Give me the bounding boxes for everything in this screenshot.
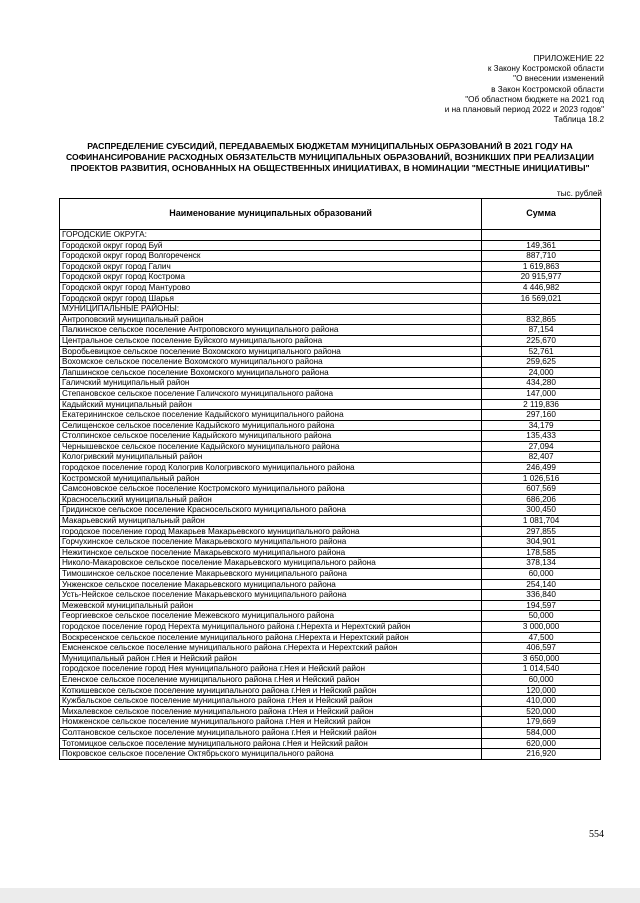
row-sum: 1 014,540: [482, 664, 601, 675]
row-sum: 1 619,863: [482, 261, 601, 272]
row-sum: 24,000: [482, 367, 601, 378]
column-header-sum: Сумма: [482, 199, 601, 230]
table-row: [60, 643, 601, 654]
row-sum: 20 915,977: [482, 272, 601, 283]
row-sum: 246,499: [482, 463, 601, 474]
header-line: в Закон Костромской области: [491, 84, 604, 94]
table-row: [60, 505, 601, 516]
table-header-row: [60, 199, 601, 230]
page-number: 554: [589, 829, 604, 840]
row-sum: 406,597: [482, 643, 601, 654]
table-row: [60, 537, 601, 548]
row-name: Антроповский муниципальный район: [60, 314, 482, 325]
row-sum: 52,761: [482, 346, 601, 357]
table-row: [60, 558, 601, 569]
row-sum: 832,865: [482, 314, 601, 325]
row-name: Макарьевский муниципальный район: [60, 516, 482, 527]
row-name: МУНИЦИПАЛЬНЫЕ РАЙОНЫ:: [60, 304, 482, 315]
row-name: Горчухинское сельское поселение Макарьевского муниципального района: [60, 537, 482, 548]
row-name: Галичский муниципальный район: [60, 378, 482, 389]
row-name: Георгиевское сельское поселение Межевского муниципального района: [60, 611, 482, 622]
table-row: [60, 611, 601, 622]
row-sum: 4 446,982: [482, 282, 601, 293]
row-name: Николо-Макаровское сельское поселение Макарьевского муниципального района: [60, 558, 482, 569]
table-row: [60, 261, 601, 272]
row-sum: 434,280: [482, 378, 601, 389]
row-name: Номженское сельское поселение муниципального района г.Нея и Нейский район: [60, 717, 482, 728]
row-name: Городской округ город Буй: [60, 240, 482, 251]
row-name: Кужбальское сельское поселение муниципального района г.Нея и Нейский район: [60, 696, 482, 707]
table-row: [60, 484, 601, 495]
row-sum: 194,597: [482, 600, 601, 611]
row-sum: 254,140: [482, 579, 601, 590]
table-row: [60, 664, 601, 675]
row-name: Центральное сельское поселение Буйского муниципального района: [60, 335, 482, 346]
table-row: [60, 727, 601, 738]
row-sum: 120,000: [482, 685, 601, 696]
row-sum: 3 000,000: [482, 621, 601, 632]
table-row: [60, 516, 601, 527]
row-sum: [482, 304, 601, 315]
row-name: Столпинское сельское поселение Кадыйского муниципального района: [60, 431, 482, 442]
row-name: Степановское сельское поселение Галичского муниципального района: [60, 388, 482, 399]
row-name: Вохомское сельское поселение Вохомского муниципального района: [60, 357, 482, 368]
table-row: [60, 706, 601, 717]
row-sum: 686,206: [482, 494, 601, 505]
row-name: Нежитинское сельское поселение Макарьевского муниципального района: [60, 547, 482, 558]
table-row: [60, 251, 601, 262]
table-row: [60, 272, 601, 283]
table-row: [60, 463, 601, 474]
table-row: [60, 240, 601, 251]
row-name: Емсненское сельское поселение муниципального района г.Нерехта и Нерехтский район: [60, 643, 482, 654]
row-name: городское поселение город Нерехта муниципального района г.Нерехта и Нерехтский район: [60, 621, 482, 632]
row-sum: 135,433: [482, 431, 601, 442]
row-sum: 520,000: [482, 706, 601, 717]
row-sum: 34,179: [482, 420, 601, 431]
table-row: [60, 653, 601, 664]
row-sum: 620,000: [482, 738, 601, 749]
header-line: "О внесении изменений: [513, 74, 604, 84]
row-sum: 378,134: [482, 558, 601, 569]
row-name: Самсоновское сельское поселение Костромского муниципального района: [60, 484, 482, 495]
table-row: [60, 431, 601, 442]
table-row: [60, 314, 601, 325]
table-row: [60, 357, 601, 368]
table-row: [60, 494, 601, 505]
table-row: [60, 304, 601, 315]
table-row: [60, 230, 601, 241]
row-sum: 225,670: [482, 335, 601, 346]
row-name: Покровское сельское поселение Октябрьского муниципального района: [60, 749, 482, 760]
table-row: [60, 399, 601, 410]
row-name: Гридинское сельское поселение Красносельского муниципального района: [60, 505, 482, 516]
header-line: Таблица 18.2: [553, 115, 604, 125]
row-sum: 87,154: [482, 325, 601, 336]
row-name: ГОРОДСКИЕ ОКРУГА:: [60, 230, 482, 241]
row-sum: 27,094: [482, 441, 601, 452]
header-line: ПРИЛОЖЕНИЕ 22: [533, 54, 604, 63]
row-sum: 60,000: [482, 674, 601, 685]
column-header-name: Наименование муниципальных образований: [60, 199, 482, 230]
table-row: [60, 749, 601, 760]
table-row: [60, 526, 601, 537]
table-row: [60, 473, 601, 484]
table-row: [60, 388, 601, 399]
row-sum: [482, 230, 601, 241]
row-name: Палкинское сельское поселение Антроповского муниципального района: [60, 325, 482, 336]
table-row: [60, 293, 601, 304]
table-row: [60, 696, 601, 707]
row-name: Городской округ город Шарья: [60, 293, 482, 304]
table-row: [60, 569, 601, 580]
table-row: [60, 674, 601, 685]
row-name: Чернышевское сельское поселение Кадыйского муниципального района: [60, 441, 482, 452]
row-sum: 297,855: [482, 526, 601, 537]
table-row: [60, 325, 601, 336]
row-sum: 336,840: [482, 590, 601, 601]
row-sum: 216,920: [482, 749, 601, 760]
table-row: [60, 367, 601, 378]
row-sum: 304,901: [482, 537, 601, 548]
row-name: Воробьевицкое сельское поселение Вохомского муниципального района: [60, 346, 482, 357]
row-name: Унженское сельское поселение Макарьевского муниципального района: [60, 579, 482, 590]
row-sum: 1 026,516: [482, 473, 601, 484]
row-name: Усть-Нейское сельское поселение Макарьевского муниципального района: [60, 590, 482, 601]
table-row: [60, 441, 601, 452]
row-sum: 297,160: [482, 410, 601, 421]
row-name: Солтановское сельское поселение муниципального района г.Нея и Нейский район: [60, 727, 482, 738]
table-row: [60, 547, 601, 558]
subsidy-table: [59, 198, 601, 760]
table-row: [60, 600, 601, 611]
row-name: городское поселение город Макарьев Макарьевского муниципального района: [60, 526, 482, 537]
table-row: [60, 346, 601, 357]
units-label: тыс. рублей: [556, 189, 602, 198]
row-sum: 2 119,836: [482, 399, 601, 410]
row-sum: 607,569: [482, 484, 601, 495]
header-line: "Об областном бюджете на 2021 год: [465, 94, 604, 104]
table-body: [60, 230, 601, 760]
table-row: [60, 685, 601, 696]
row-sum: 47,500: [482, 632, 601, 643]
row-name: Муниципальный район г.Нея и Нейский район: [60, 653, 482, 664]
row-name: Еленское сельское поселение муниципального района г.Нея и Нейский район: [60, 674, 482, 685]
table-row: [60, 452, 601, 463]
row-name: Селищенское сельское поселение Кадыйского муниципального района: [60, 420, 482, 431]
header-line: к Закону Костромской области: [487, 64, 604, 74]
row-sum: 82,407: [482, 452, 601, 463]
header-line: и на плановый период 2022 и 2023 годов": [444, 105, 604, 115]
footer-bar: [0, 888, 640, 903]
row-sum: 300,450: [482, 505, 601, 516]
table-row: [60, 420, 601, 431]
row-name: городское поселение город Нея муниципального района г.Нея и Нейский район: [60, 664, 482, 675]
table-row: [60, 282, 601, 293]
row-name: Воскресенское сельское поселение муниципального района г.Нерехта и Нерехтский район: [60, 632, 482, 643]
row-name: Михалевское сельское поселение муниципального района г.Нея и Нейский район: [60, 706, 482, 717]
row-sum: 50,000: [482, 611, 601, 622]
row-name: Костромской муниципальный район: [60, 473, 482, 484]
table-row: [60, 579, 601, 590]
row-sum: 1 081,704: [482, 516, 601, 527]
row-name: Кадыйский муниципальный район: [60, 399, 482, 410]
row-sum: 3 650,000: [482, 653, 601, 664]
row-name: Городской округ город Галич: [60, 261, 482, 272]
table-row: [60, 632, 601, 643]
row-name: Коткишевское сельское поселение муниципального района г.Нея и Нейский район: [60, 685, 482, 696]
row-sum: 410,000: [482, 696, 601, 707]
table-row: [60, 335, 601, 346]
table-row: [60, 621, 601, 632]
row-sum: 60,000: [482, 569, 601, 580]
row-name: Тотомицкое сельское поселение муниципального района г.Нея и Нейский район: [60, 738, 482, 749]
row-name: Красносельский муниципальный район: [60, 494, 482, 505]
document-header: [445, 54, 604, 125]
table-row: [60, 410, 601, 421]
row-name: Екатерининское сельское поселение Кадыйского муниципального района: [60, 410, 482, 421]
row-sum: 149,361: [482, 240, 601, 251]
row-sum: 259,625: [482, 357, 601, 368]
table-row: [60, 378, 601, 389]
document-title: РАСПРЕДЕЛЕНИЕ СУБСИДИЙ, ПЕРЕДАВАЕМЫХ БЮДЖЕТАМ МУНИЦИПАЛЬНЫХ ОБРАЗОВАНИЙ В 2021 ГОДУ НА СОФИНАНСИРОВАНИЕ РАСХОДНЫХ ОБЯЗАТЕЛЬСТВ МУНИЦИПАЛЬНЫХ ОБРАЗОВАНИЙ, ВОЗНИКШИХ ПРИ РЕАЛИЗАЦИИ ПРОЕКТОВ РАЗВИТИЯ, ОСНОВАННЫХ НА ОБЩЕСТВЕННЫХ ИНИЦИАТИВАХ, В НОМИНАЦИИ "МЕСТНЫЕ ИНИЦИАТИВЫ": [66, 141, 594, 173]
row-sum: 584,000: [482, 727, 601, 738]
row-sum: 16 569,021: [482, 293, 601, 304]
row-sum: 887,710: [482, 251, 601, 262]
table-row: [60, 590, 601, 601]
row-name: Городской округ город Волгореченск: [60, 251, 482, 262]
row-name: Тимошинское сельское поселение Макарьевского муниципального района: [60, 569, 482, 580]
row-sum: 147,000: [482, 388, 601, 399]
row-name: Кологривский муниципальный район: [60, 452, 482, 463]
row-sum: 178,585: [482, 547, 601, 558]
row-name: Лапшинское сельское поселение Вохомского муниципального района: [60, 367, 482, 378]
row-name: Городской округ город Мантурово: [60, 282, 482, 293]
row-sum: 179,669: [482, 717, 601, 728]
table-row: [60, 717, 601, 728]
table-row: [60, 738, 601, 749]
row-name: Городской округ город Кострома: [60, 272, 482, 283]
row-name: городское поселение город Кологрив Кологривского муниципального района: [60, 463, 482, 474]
row-name: Межевской муниципальный район: [60, 600, 482, 611]
